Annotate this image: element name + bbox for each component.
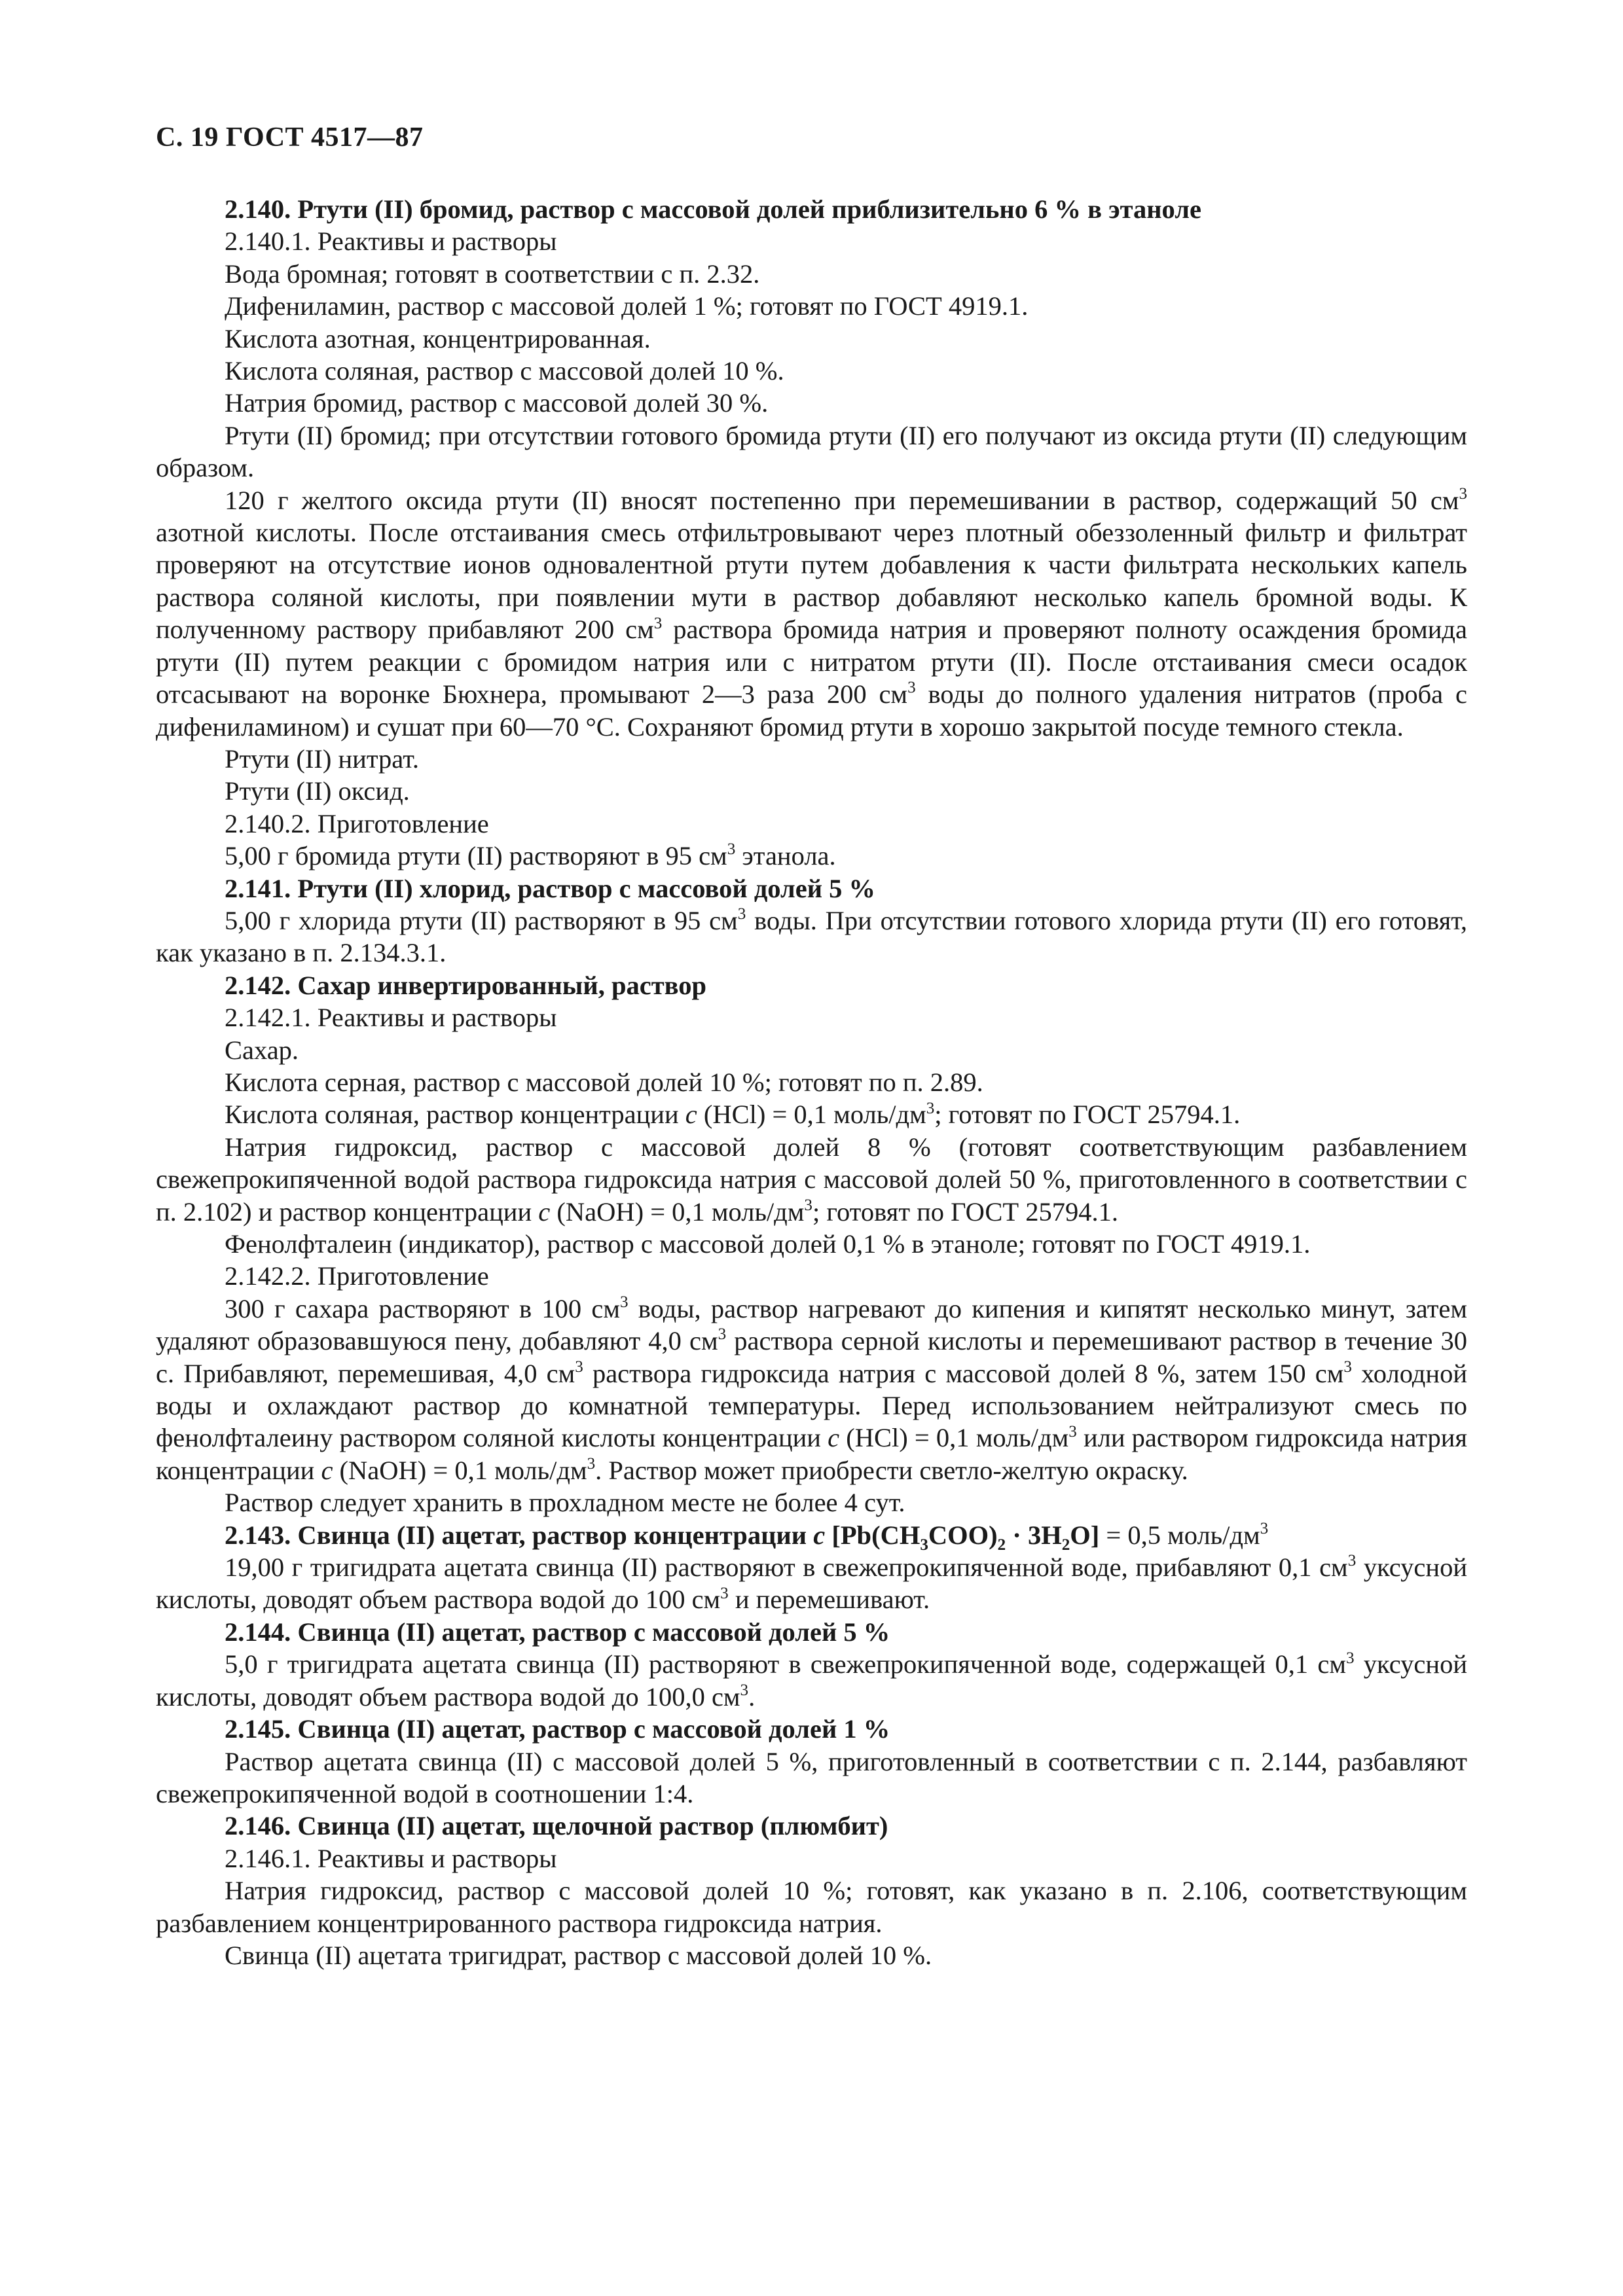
section-heading: 2.144. Свинца (II) ацетат, раствор с массовой долей 5 % (225, 1617, 890, 1647)
paragraph: Кислота соляная, раствор с массовой долей 10 %. (225, 356, 784, 386)
section-heading: 2.145. Свинца (II) ацетат, раствор с массовой долей 1 % (225, 1714, 890, 1744)
paragraph: Кислота азотная, концентрированная. (225, 323, 651, 353)
paragraph: 5,0 г тригидрата ацетата свинца (II) растворяют в свежепрокипяченной воде, содержащей 0,1 $см^3$ уксусной кислоты, доводят объем раствора водой до 100,0 $см^3$. (156, 1649, 1467, 1712)
paragraph: 5,00 г хлорида ртути (II) растворяют в 95 $см^3$ воды. При отсутствии готового хлорида ртути (II) его готовят, как указано в п. 2.134.3.1. (156, 905, 1467, 968)
paragraph: Кислота соляная, раствор концентрации с (HCl) = 0,1 моль/$дм^3$; готовят по ГОСТ 25794.1. (225, 1099, 1241, 1130)
paragraph: Вода бромная; готовят в соответствии с п. 2.32. (225, 259, 760, 289)
section-heading: 2.142. Сахар инвертированный, раствор (225, 970, 707, 1000)
paragraph: Кислота серная, раствор с массовой долей 10 %; готовят по п. 2.89. (225, 1067, 983, 1097)
section-heading: 2.140. Ртути (II) бромид, раствор с массовой долей приблизительно 6 % в этаноле (225, 194, 1201, 224)
paragraph: Натрия гидроксид, раствор с массовой долей 8 % (готовят соответствующим разбавлением свежепрокипяченной водой раствора гидроксида натрия с массовой долей 50 %, приготовленного в соответствии с п. 2.102) и раствор концентрации с (NaOH) = 0,1 моль/$дм^3$; готовят по ГОСТ 25794.1. (156, 1132, 1467, 1227)
document-body (156, 193, 1467, 1971)
paragraph: 2.140.2. Приготовление (225, 808, 489, 838)
paragraph: 19,00 г тригидрата ацетата свинца (II) растворяют в свежепрокипяченной воде, прибавляют 0,1 $см^3$ уксусной кислоты, доводят объем раствора водой до 100 $см^3$ и перемешивают. (156, 1552, 1468, 1615)
paragraph: Свинца (II) ацетата тригидрат, раствор с массовой долей 10 %. (225, 1940, 932, 1970)
paragraph: Раствор следует хранить в прохладном месте не более 4 сут. (225, 1488, 905, 1518)
paragraph: 2.142.2. Приготовление (225, 1261, 489, 1291)
paragraph: Раствор ацетата свинца (II) с массовой долей 5 %, приготовленный в соответствии с п. 2.144, разбавляют свежепрокипяченной водой в соотношении 1:4. (156, 1746, 1467, 1808)
paragraph: Ртути (II) бромид; при отсутствии готового бромида ртути (II) его получают из оксида ртути (II) следующим образом. (156, 420, 1467, 483)
section-heading: 2.143. Свинца (II) ацетат, раствор концентрации с $[Pb(CH_3COO)_2 \cdot 3H_2O] = 0,5$ моль/$дм^3$ (225, 1519, 1269, 1554)
section-heading: 2.141. Ртути (II) хлорид, раствор с массовой долей 5 % (225, 873, 876, 903)
paragraph: 2.142.1. Реактивы и растворы (225, 1003, 557, 1033)
paragraph: Натрия бромид, раствор с массовой долей 30 %. (225, 388, 769, 418)
paragraph: Натрия гидроксид, раствор с массовой долей 10 %; готовят, как указано в п. 2.106, соответствующим разбавлением концентрированного раствора гидроксида натрия. (156, 1876, 1467, 1938)
page-header: С. 19 ГОСТ 4517—87 (156, 122, 424, 152)
paragraph: Ртути (II) нитрат. (225, 744, 420, 774)
section-heading: 2.146. Свинца (II) ацетат, щелочной раствор (плюмбит) (225, 1811, 888, 1841)
paragraph: 120 г желтого оксида ртути (II) вносят постепенно при перемешивании в раствор, содержащий 50 $см^3$ азотной кислоты. После отстаивания смесь отфильтровывают через плотный обеззоленный фильтр и фильтрат проверяют на отсутствие ионов одновалентной ртути путем добавления к части фильтрата нескольких капель раствора соляной кислоты, при появлении мути в раствор добавляют несколько капель бромной воды. К полученному раствору прибавляют 200 $см^3$ раствора бромида натрия и проверяют полноту осаждения бромида ртути (II) путем реакции с бромидом натрия или с нитратом ртути (II). После отстаивания смеси осадок отсасывают на воронке Бюхнера, промывают 2—3 раза 200 $см^3$ воды до полного удаления нитратов (проба с дифениламином) и сушат при 60—70 °С. Сохраняют бромид ртути в хорошо закрытой посуде темного стекла. (156, 484, 1468, 742)
paragraph: 5,00 г бромида ртути (II) растворяют в 95 $см^3$ этанола. (225, 840, 836, 871)
paragraph: Дифениламин, раствор с массовой долей 1 %; готовят по ГОСТ 4919.1. (225, 291, 1029, 321)
paragraph: Фенолфталеин (индикатор), раствор с массовой долей 0,1 % в этаноле; готовят по ГОСТ 4919.1. (225, 1229, 1311, 1259)
paragraph: Сахар. (225, 1035, 299, 1065)
paragraph: 2.146.1. Реактивы и растворы (225, 1843, 557, 1873)
paragraph: 300 г сахара растворяют в 100 $см^3$ воды, раствор нагревают до кипения и кипятят несколько минут, затем удаляют образовавшуюся пену, добавляют 4,0 $см^3$ раствора серной кислоты и перемешивают раствор в течение 30 с. Прибавляют, перемешивая, 4,0 $см^3$ раствора гидроксида натрия с массовой долей 8 %, затем 150 $см^3$ холодной воды и охлаждают раствор до комнатной температуры. Перед использованием нейтрализуют смесь по фенолфталеину раствором соляной кислоты концентрации с (HCl) = 0,1 моль/$дм^3$ или раствором гидроксида натрия концентрации с (NaOH) = 0,1 моль/$дм^3$. Раствор может приобрести светло-желтую окраску. (156, 1293, 1468, 1485)
paragraph: 2.140.1. Реактивы и растворы (225, 226, 557, 257)
paragraph: Ртути (II) оксид. (225, 776, 410, 806)
